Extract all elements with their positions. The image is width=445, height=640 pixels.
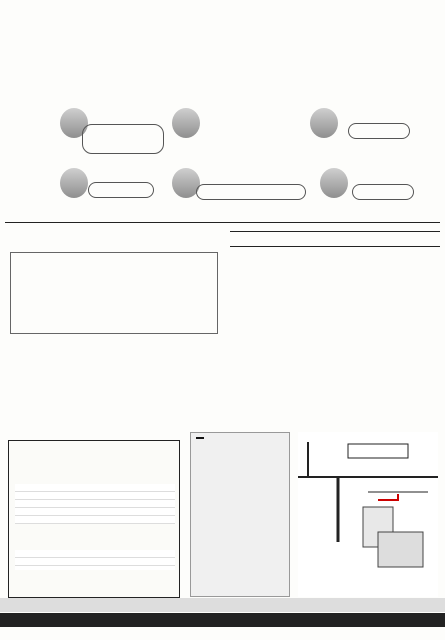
- intro-text: [8, 44, 438, 100]
- next-badge: [196, 437, 204, 439]
- actor-photo-a2: [172, 108, 200, 138]
- actor-photo-a3: [310, 108, 338, 138]
- access-map-svg: [298, 432, 438, 597]
- actor-photo-b1: [60, 168, 88, 198]
- actor-photo-b3: [320, 168, 348, 198]
- map-area: [298, 432, 438, 597]
- divider: [5, 222, 440, 223]
- footer-band: [0, 598, 445, 612]
- next-performance: [190, 432, 290, 597]
- schedule-table: [10, 252, 218, 334]
